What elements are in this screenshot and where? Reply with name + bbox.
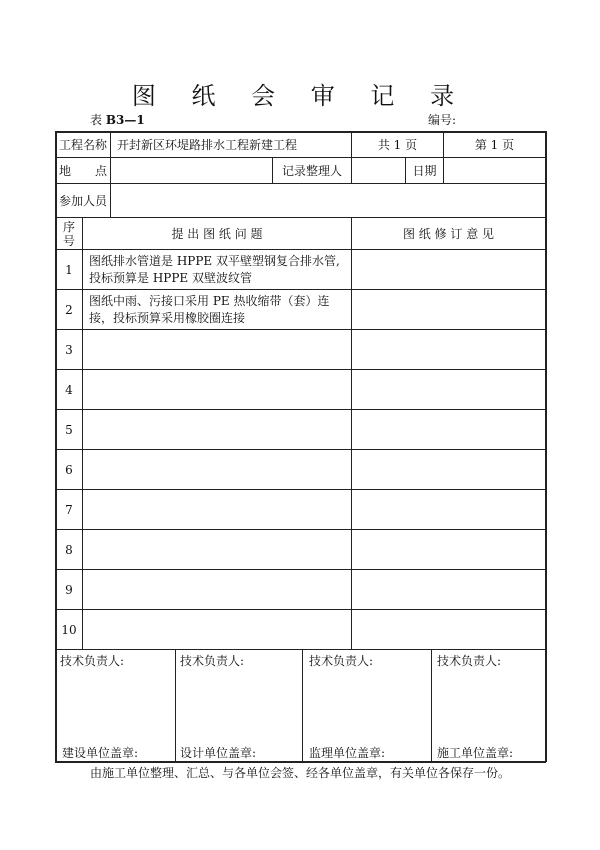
row-issue — [83, 610, 351, 649]
design-unit-seal-label: 设计单位盖章: — [180, 746, 257, 760]
row-issue — [83, 530, 351, 569]
form-number — [90, 111, 145, 128]
row-number: 8 — [65, 542, 73, 557]
grid-line — [55, 183, 546, 184]
footer-note: 由施工单位整理、汇总、与各单位会签、经各单位盖章，有关单位各保存一份。 — [90, 766, 511, 780]
grid-line — [175, 649, 176, 761]
contractor-tech-leader-label: 技术负责人: — [437, 654, 502, 668]
row-opinion — [352, 370, 545, 409]
row-issue — [83, 490, 351, 529]
row-opinion — [352, 490, 545, 529]
total-pages: 共 1 页 — [377, 138, 418, 152]
project-name-value: 开封新区环堤路排水工程新建工程 — [117, 138, 298, 152]
grid-line — [431, 649, 432, 761]
grid-line — [545, 131, 547, 762]
form-number-prefix: 表 — [90, 113, 103, 127]
construction-tech-leader-label: 技术负责人: — [60, 654, 125, 668]
participants-label: 参加人员 — [58, 194, 107, 208]
row-opinion — [352, 250, 545, 289]
form-number-code: B3—1 — [105, 113, 145, 127]
row-issue — [83, 570, 351, 609]
contractor-unit-seal-label: 施工单位盖章: — [437, 746, 514, 760]
grid-line — [302, 649, 303, 761]
row-issue: 图纸中雨、污接口采用 PE 热收缩带（套）连接，投标预算采用橡胶圈连接 — [89, 293, 330, 325]
opinion-column-header: 图 纸 修 订 意 见 — [402, 227, 495, 241]
row-number: 4 — [65, 382, 73, 397]
row-opinion — [352, 450, 545, 489]
row-number: 7 — [65, 502, 73, 517]
row-issue — [83, 450, 351, 489]
grid-line — [443, 157, 444, 183]
row-opinion — [352, 290, 545, 329]
location-label: 地 点 — [58, 164, 107, 178]
grid-line — [55, 649, 546, 650]
design-tech-leader-label: 技术负责人: — [180, 654, 245, 668]
grid-line — [110, 131, 111, 217]
row-opinion — [352, 410, 545, 449]
row-opinion — [352, 530, 545, 569]
supervision-tech-leader-label: 技术负责人: — [309, 654, 374, 668]
page-number: 第 1 页 — [474, 138, 515, 152]
row-number: 9 — [65, 582, 73, 597]
recorder-label: 记录整理人 — [281, 164, 342, 178]
row-number: 2 — [65, 302, 73, 317]
supervision-unit-seal-label: 监理单位盖章: — [309, 746, 386, 760]
row-issue — [83, 330, 351, 369]
project-name-label: 工程名称 — [58, 138, 107, 152]
serial-number-label: 编号: — [428, 113, 457, 127]
row-number: 1 — [65, 262, 73, 277]
row-opinion — [352, 330, 545, 369]
grid-line — [351, 157, 352, 183]
row-issue: 图纸排水管道是 HPPE 双平壁塑钢复合排水管,投标预算是 HPPE 双壁波纹管 — [89, 253, 340, 285]
row-number: 10 — [61, 622, 77, 637]
issue-column-header: 提 出 图 纸 问 题 — [171, 227, 263, 241]
seq-column-header: 序号 — [62, 219, 75, 248]
row-issue — [83, 370, 351, 409]
construction-unit-seal-label: 建设单位盖章: — [62, 746, 139, 760]
row-number: 6 — [65, 462, 73, 477]
row-number: 3 — [65, 342, 73, 357]
row-issue — [83, 410, 351, 449]
grid-line — [55, 761, 546, 763]
date-label: 日期 — [412, 164, 437, 178]
page-title: 图 纸 会 审 记 录 — [131, 82, 469, 110]
row-number: 5 — [65, 422, 73, 437]
row-opinion — [352, 610, 545, 649]
row-opinion — [352, 570, 545, 609]
